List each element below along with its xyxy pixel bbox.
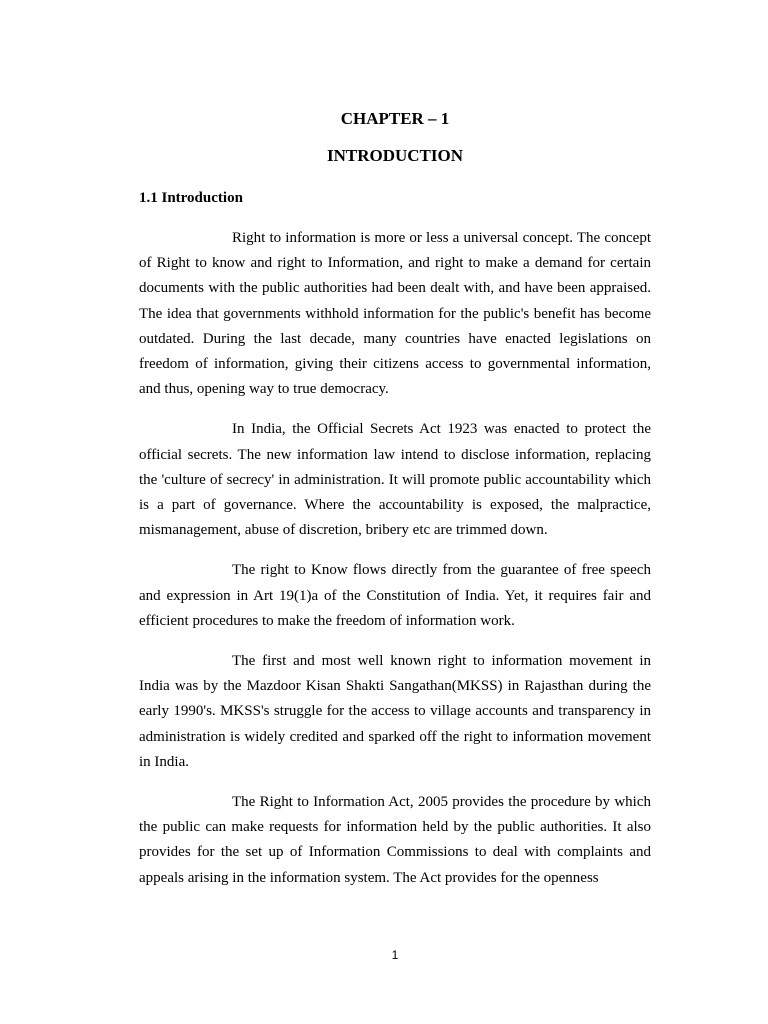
section-heading: 1.1 Introduction <box>139 190 243 206</box>
paragraph: The first and most well known right to information movement in India was by the Mazdoor Kisan Shakti Sangathan(MKSS) in Rajasthan during the early 1990's. MKSS's struggle for the access to village accounts and transparency in administration is widely credited and sparked off the right to information movement in India. <box>139 653 651 770</box>
body-text <box>139 226 651 906</box>
paragraph: The right to Know flows directly from the guarantee of free speech and expression in Art 19(1)a of the Constitution of India. Yet, it requires fair and efficient procedures to make the freedom of information work. <box>139 562 651 629</box>
page-number: 1 <box>391 948 399 962</box>
paragraph: In India, the Official Secrets Act 1923 was enacted to protect the official secrets. The new information law intend to disclose information, replacing the 'culture of secrecy' in administration. It will promote public accountability which is a part of governance. Where the accountability is exposed, the malpractice, mismanagement, abuse of discretion, bribery etc are trimmed down. <box>139 421 651 539</box>
paragraph: The Right to Information Act, 2005 provides the procedure by which the public can make requests for information held by the public authorities. It also provides for the set up of Information Commissions to deal with complaints and appeals arising in the information system. The Act provides for the openness <box>139 794 651 886</box>
chapter-number: CHAPTER – 1 <box>340 109 450 128</box>
paragraph: Right to information is more or less a universal concept. The concept of Right to know and right to Information, and right to make a demand for certain documents with the public authorities had been dealt with, and have been appraised. The idea that governments withhold information for the public's benefit has become outdated. During the last decade, many countries have enacted legislations on freedom of information, giving their citizens access to governmental information, and thus, opening way to true democracy. <box>139 230 651 398</box>
chapter-title: INTRODUCTION <box>326 146 464 165</box>
